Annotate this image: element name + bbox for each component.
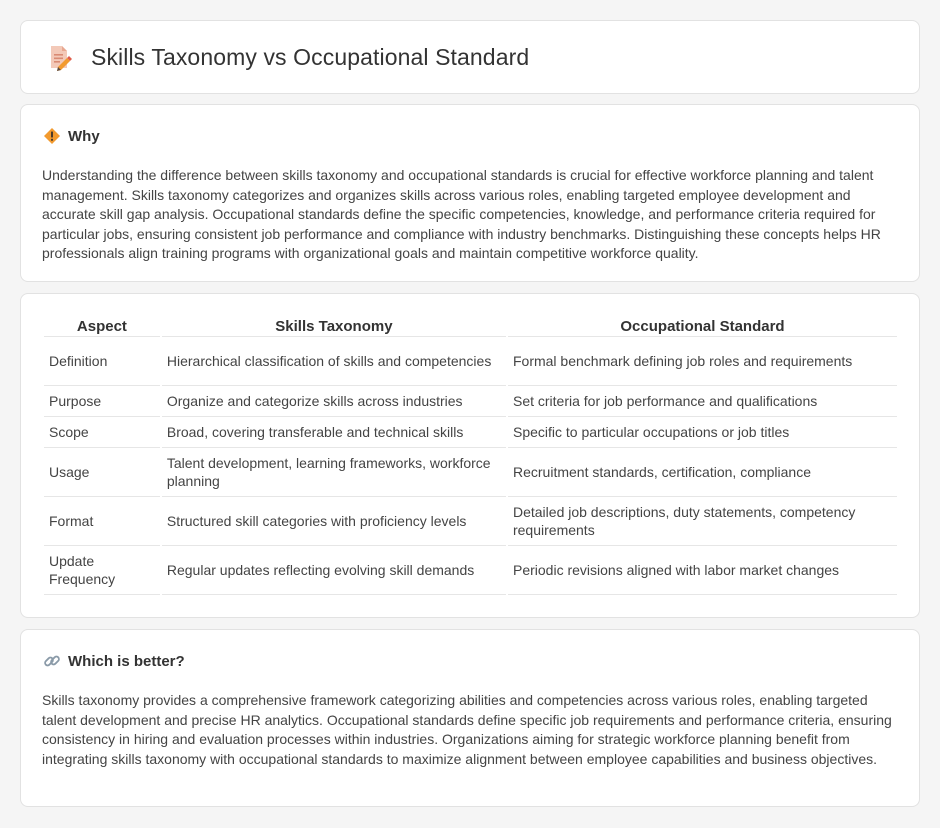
cell-skills-taxonomy: Organize and categorize skills across industries xyxy=(162,386,506,417)
warning-diamond-icon xyxy=(43,127,61,145)
table-row xyxy=(44,386,897,417)
better-title: Which is better? xyxy=(68,652,185,670)
why-title: Why xyxy=(68,127,100,145)
cell-occupational-standard: Specific to particular occupations or job titles xyxy=(508,417,897,448)
which-is-better-card xyxy=(20,629,920,807)
cell-aspect: Scope xyxy=(44,417,160,448)
link-icon xyxy=(43,652,61,670)
better-heading xyxy=(43,652,185,670)
cell-skills-taxonomy: Structured skill categories with proficiency levels xyxy=(162,497,506,546)
table-row xyxy=(44,546,897,595)
cell-aspect: Purpose xyxy=(44,386,160,417)
why-card xyxy=(20,104,920,282)
why-text: Understanding the difference between skills taxonomy and occupational standards is crucial for effective workforce planning and talent management. Skills taxonomy categorizes and organizes skills across various roles, enabling targeted employee development and accurate skill gap analysis. Occupational standards define the specific competencies, knowledge, and performance criteria required for particular jobs, ensuring consistent job performance and compliance with industry benchmarks. Distinguishing these concepts helps HR professionals align training programs with organizational goals and maintain competitive workforce quality. xyxy=(42,167,881,262)
page-title: Skills Taxonomy vs Occupational Standard xyxy=(91,43,530,70)
cell-skills-taxonomy: Regular updates reflecting evolving skill demands xyxy=(162,546,506,595)
table-row xyxy=(44,337,897,386)
column-header-occupational-standard: Occupational Standard xyxy=(508,316,897,337)
cell-skills-taxonomy: Broad, covering transferable and technical skills xyxy=(162,417,506,448)
cell-occupational-standard: Detailed job descriptions, duty statements, competency requirements xyxy=(508,497,897,546)
column-header-aspect: Aspect xyxy=(44,316,160,337)
document-pencil-icon xyxy=(45,43,73,71)
table-header-row xyxy=(44,316,897,337)
cell-aspect: Definition xyxy=(44,337,160,386)
cell-aspect: Usage xyxy=(44,448,160,497)
cell-occupational-standard: Recruitment standards, certification, compliance xyxy=(508,448,897,497)
cell-aspect: Update Frequency xyxy=(44,546,160,595)
table-row xyxy=(44,448,897,497)
better-text: Skills taxonomy provides a comprehensive framework categorizing abilities and competencies across various roles, enabling targeted talent development and precise HR analytics. Occupational standards define specific job requirements and performance criteria, ensuring consistency in hiring and evaluation processes within industries. Organizations aiming for strategic workforce planning benefit from integrating skills taxonomy with occupational standards to maximize alignment between employee capabilities and business objectives. xyxy=(42,692,892,767)
why-heading xyxy=(43,127,100,145)
comparison-table xyxy=(42,316,899,595)
cell-occupational-standard: Set criteria for job performance and qualifications xyxy=(508,386,897,417)
cell-occupational-standard: Formal benchmark defining job roles and requirements xyxy=(508,337,897,386)
comparison-card xyxy=(20,293,920,618)
cell-skills-taxonomy: Talent development, learning frameworks, workforce planning xyxy=(162,448,506,497)
title-row xyxy=(45,43,529,71)
cell-occupational-standard: Periodic revisions aligned with labor market changes xyxy=(508,546,897,595)
header-card xyxy=(20,20,920,94)
table-row xyxy=(44,417,897,448)
table-row xyxy=(44,497,897,546)
column-header-skills-taxonomy: Skills Taxonomy xyxy=(162,316,506,337)
cell-aspect: Format xyxy=(44,497,160,546)
cell-skills-taxonomy: Hierarchical classification of skills and competencies xyxy=(162,337,506,386)
